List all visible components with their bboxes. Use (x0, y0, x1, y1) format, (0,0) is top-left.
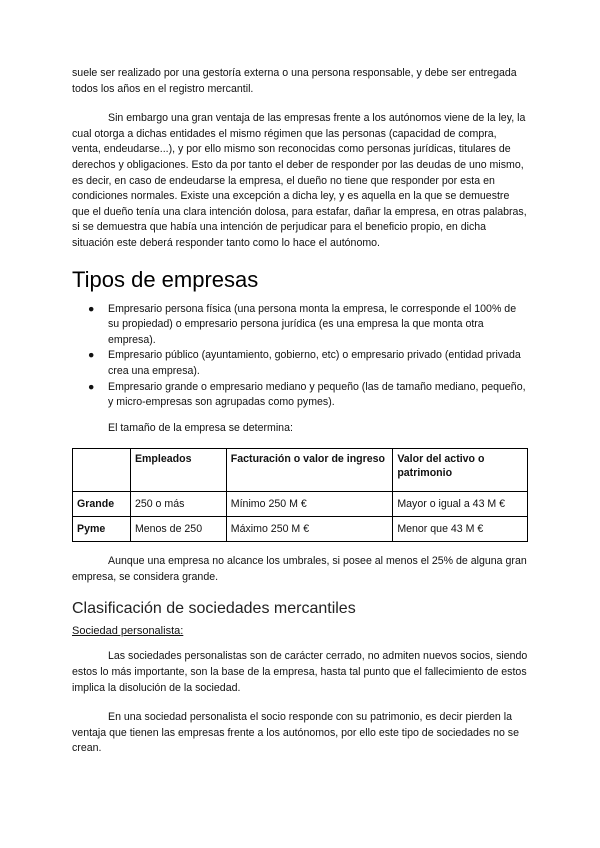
bullet-list-tipos (72, 302, 528, 411)
table-row-label: Grande (73, 492, 131, 517)
table-cell: Mínimo 250 M € (226, 492, 393, 517)
table-header-cell: Facturación o valor de ingreso (226, 449, 393, 492)
document-page (72, 66, 528, 757)
table-row (73, 492, 528, 517)
paragraph-legal-advantage: Sin embargo una gran ventaja de las empresas frente a los autónomos viene de la ley, la cual otorga a dichas entidades el mismo régimen que las personas (capacidad de compra, venta, endeudarse...), y por ello mismo son reconocidas como personas jurídicas, titulares de derechos y obligaciones. Esto da por tanto el deber de responder por las deudas de uno mismo, es decir, en caso de endeudarse la empresa, el dueño no tiene que responder por esta en condiciones normales. Existe una excepción a dicha ley, y es aquella en la que se demuestre que el dueño tenía una clara intención dolosa, para estafar, dañar la empresa, en otras palabras, si se demuestra que había una intención de perjudicar para el beneficio propio, en dicha situación este deberá responder tanto como lo hace el autónomo. (72, 112, 527, 249)
table-cell: 250 o más (130, 492, 226, 517)
paragraph-personalista-1: Las sociedades personalistas son de carácter cerrado, no admiten nuevos socios, siendo estos lo más importante, son la base de la empresa, hasta tal punto que el fallecimiento de estos implica la disolución de la sociedad. (72, 650, 528, 694)
table-row-label: Pyme (73, 517, 131, 542)
table-intro: El tamaño de la empresa se determina: (108, 421, 293, 434)
table-header-cell: Empleados (130, 449, 226, 492)
company-size-table (72, 448, 528, 542)
paragraph-personalista-2: En una sociedad personalista el socio responde con su patrimonio, es decir pierden la ventaja que tienen las empresas frente a los autónomos, por ello este tipo de sociedades no se crean. (72, 711, 519, 755)
list-item: ● Empresario grande o empresario mediano y pequeño (las de tamaño mediano, pequeño, y micro-empresas son agrupadas como pymes). (88, 380, 526, 409)
bullet-icon: ● (88, 380, 95, 393)
subheading-sociedad-personalista: Sociedad personalista: (72, 625, 184, 638)
list-item: ● Empresario persona física (una persona monta la empresa, le corresponde el 100% de su propiedad) o empresario persona jurídica (es una empresa la que monta otra empresa). (88, 302, 517, 346)
bullet-icon: ● (88, 302, 95, 315)
table-cell: Menos de 250 (130, 517, 226, 542)
heading-clasificacion: Clasificación de sociedades mercantiles (72, 600, 356, 618)
table-header-cell (73, 449, 131, 492)
table-row (73, 517, 528, 542)
heading-tipos-de-empresas: Tipos de empresas (72, 266, 259, 292)
paragraph-threshold-note: Aunque una empresa no alcance los umbrales, si posee al menos el 25% de alguna gran empresa, se considera grande. (72, 555, 527, 583)
intro-paragraph: suele ser realizado por una gestoría externa o una persona responsable, y debe ser entregada todos los años en el registro mercantil. (72, 67, 517, 95)
table-header-cell: Valor del activo o patrimonio (393, 449, 528, 492)
list-item: ● Empresario público (ayuntamiento, gobierno, etc) o empresario privado (entidad privada crea una empresa). (88, 349, 521, 377)
table-cell: Máximo 250 M € (226, 517, 393, 542)
table-cell: Menor que 43 M € (393, 517, 528, 542)
table-header-row (73, 449, 528, 492)
table-cell: Mayor o igual a 43 M € (393, 492, 528, 517)
bullet-icon: ● (88, 349, 95, 362)
